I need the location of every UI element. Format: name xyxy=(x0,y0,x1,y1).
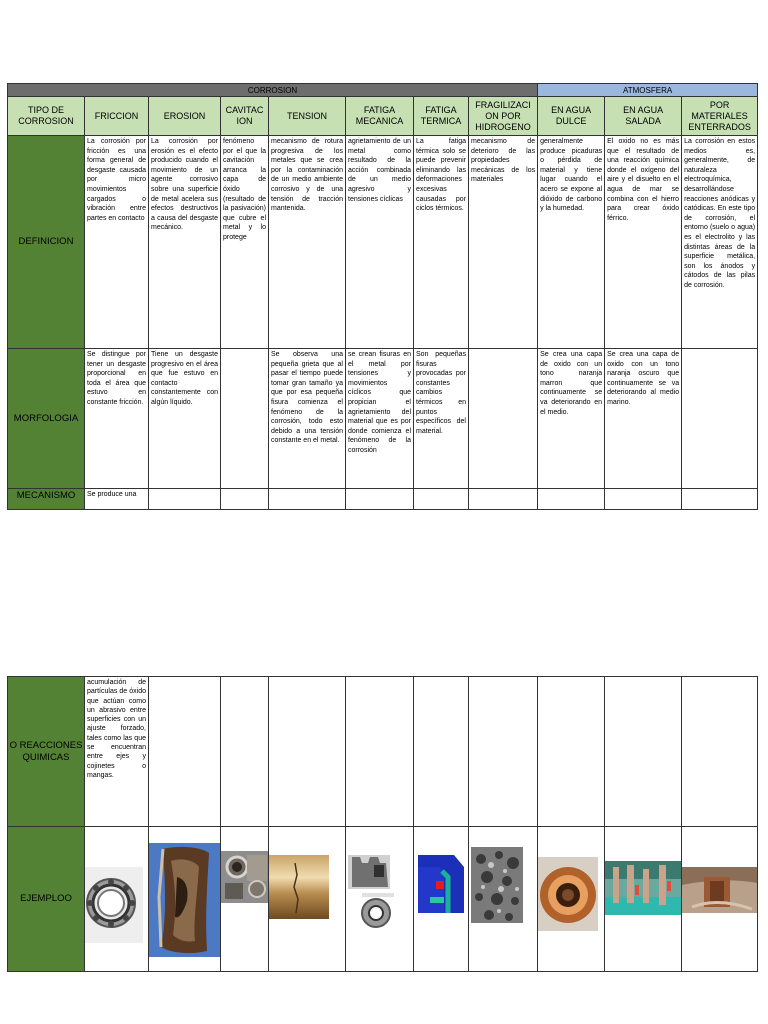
column-header: EROSION xyxy=(149,97,221,136)
column-header: FRICCION xyxy=(85,97,149,136)
thermal-stress-model-image xyxy=(414,827,469,971)
column-header: TENSION xyxy=(269,97,346,136)
table-cell xyxy=(346,677,414,827)
image-cell xyxy=(346,827,414,972)
image-cell xyxy=(469,827,538,972)
column-header: FATIGA TERMICA xyxy=(414,97,469,136)
table-cell: Se crea una capa de oxido con un tono naranja marron que continuamente se va deteriorando en el medio. xyxy=(538,349,605,489)
column-header: FRAGILIZACI ON POR HIDROGENO xyxy=(469,97,538,136)
cracked-shaft-image xyxy=(269,827,346,971)
column-header: EN AGUA SALADA xyxy=(605,97,682,136)
image-cell xyxy=(682,827,758,972)
table-cell: agrietamiento de un metal como resultado de la acción combinada de un medio agresivo y tensiones cíclicas xyxy=(346,136,414,349)
table-cell xyxy=(538,489,605,510)
row-label-reacciones: O REACCIONES QUIMICAS xyxy=(8,677,85,827)
table-cell xyxy=(149,677,221,827)
table-cell: La corrosión por erosión es el efecto producido cuando el movimiento de un agente corrosivo sobre una superficie de metal acelera sus efectos destructivos a causa del desgaste mecánico. xyxy=(149,136,221,349)
table-cell xyxy=(682,349,758,489)
table-cell xyxy=(414,677,469,827)
table-cell xyxy=(682,677,758,827)
table-row xyxy=(8,136,758,349)
table-cell xyxy=(269,677,346,827)
table-cell: Se produce una xyxy=(85,489,149,510)
table-row xyxy=(8,489,758,510)
row-label-header: TIPO DE CORROSION xyxy=(8,97,85,136)
fatigued-gear-image xyxy=(346,827,414,971)
image-cell xyxy=(414,827,469,972)
table-cell: Tiene un desgaste progresivo en el área que fue estuvo en contacto constantemente con algún líquido. xyxy=(149,349,221,489)
table-cell: fenómeno por el que la cavitación arranca la capa de óxido (resultado de la pasivación) que cubre el metal y lo protege xyxy=(221,136,269,349)
table-cell: acumulación de partículas de óxido que actúan como un abrasivo entre superficies con un ajuste forzado, tales como las que se encuentran entre ejes y cojinetes o mangas. xyxy=(85,677,149,827)
image-cell xyxy=(221,827,269,972)
table-cell: Se observa una pequeña grieta que al pasar el tiempo puede tomar gran tamaño ya que por esa pequeña fisura comienza el fenómeno de la corrosión, todo esto debido a una tensión constante en el metal. xyxy=(269,349,346,489)
table-cell: Son pequeñas fisuras provocadas por constantes cambios térmicos en puntos específicos del material. xyxy=(414,349,469,489)
table-cell: La corrosión en estos medios es, generalmente, de naturaleza electroquímica, desarrollándose reacciones anódicas y catódicas. En este tipo de corrosión, el entorno (suelo o agua) es el electrolito y las distintas áreas de la superficie metálica, son los ánodos y cátodos de las pilas de corrosión. xyxy=(682,136,758,349)
corroded-marine-pilings-image xyxy=(605,827,682,971)
table-cell xyxy=(346,489,414,510)
column-header: FATIGA MECANICA xyxy=(346,97,414,136)
table-cell: generalmente produce picaduras o pérdida de material y tiene lugar cuando el acero se expone al dióxido de carbono y la humedad. xyxy=(538,136,605,349)
image-cell xyxy=(269,827,346,972)
group-header-atmosphere: ATMOSFERA xyxy=(538,84,758,97)
image-cell xyxy=(605,827,682,972)
table-cell xyxy=(221,349,269,489)
table-cell xyxy=(149,489,221,510)
table-cell: se crean fisuras en el metal por tensiones y movimientos cíclicos que propician el agrietamiento del material que es por donde comienza el fenómeno de la corrosión xyxy=(346,349,414,489)
hydrogen-fracture-micrograph-image xyxy=(469,827,538,971)
table-row xyxy=(8,827,758,972)
row-label-morfologia: MORFOLOGIA xyxy=(8,349,85,489)
buried-corroded-post-image xyxy=(682,827,758,971)
table-cell xyxy=(221,489,269,510)
image-cell xyxy=(85,827,149,972)
table-cell: mecanismo de deterioro de las propiedades mecánicas de los materiales xyxy=(469,136,538,349)
column-header: POR MATERIALES ENTERRADOS xyxy=(682,97,758,136)
table-cell xyxy=(605,677,682,827)
table-row xyxy=(8,349,758,489)
table-cell xyxy=(269,489,346,510)
table-cell xyxy=(414,489,469,510)
group-header-corrosion: CORROSION xyxy=(8,84,538,97)
rusted-pipe-interior-image xyxy=(538,827,605,971)
table-cell: La corrosión por fricción es una forma general de desgaste causada por micro movimientos cargados o vibración entre partes en contacto xyxy=(85,136,149,349)
image-cell xyxy=(538,827,605,972)
table-cell xyxy=(469,489,538,510)
table-row xyxy=(8,677,758,827)
column-header: EN AGUA DULCE xyxy=(538,97,605,136)
table-cell: Se distingue por tener un desgaste proporcional en toda el área que estuvo en constante fricción. xyxy=(85,349,149,489)
table-cell xyxy=(682,489,758,510)
row-label-definicion: DEFINICION xyxy=(8,136,85,349)
table-cell xyxy=(221,677,269,827)
column-header: CAVITAC ION xyxy=(221,97,269,136)
table-cell: mecanismo de rotura progresiva de los metales que se crea por la contaminación de un medio ambiente corrosivo y de una tensión de tracción mantenida. xyxy=(269,136,346,349)
table-cell: La fatiga térmica solo se puede prevenir eliminando las deformaciones excesivas causadas por ciclos térmicos. xyxy=(414,136,469,349)
corrosion-table-bottom xyxy=(7,676,758,972)
table-cell: Se crea una capa de oxido con un tono naranja oscuro que continuamente se va deteriorando al medio marino. xyxy=(605,349,682,489)
eroded-pipe-image xyxy=(149,827,221,971)
row-label-mecanismo: MECANISMO xyxy=(8,489,85,510)
cavitated-pipes-image xyxy=(221,827,269,971)
table-cell: El oxido no es más que el resultado de una reacción química donde el oxígeno del aire y el disuelto en el agua de mar se combina con el hierro para crear óxido férrico. xyxy=(605,136,682,349)
table-cell xyxy=(469,677,538,827)
table-cell xyxy=(538,677,605,827)
ball-bearing-image xyxy=(85,827,149,971)
table-cell xyxy=(605,489,682,510)
table-cell xyxy=(469,349,538,489)
image-cell xyxy=(149,827,221,972)
row-label-ejemplo: EJEMPLOO xyxy=(8,827,85,972)
corrosion-table-top xyxy=(7,83,758,510)
